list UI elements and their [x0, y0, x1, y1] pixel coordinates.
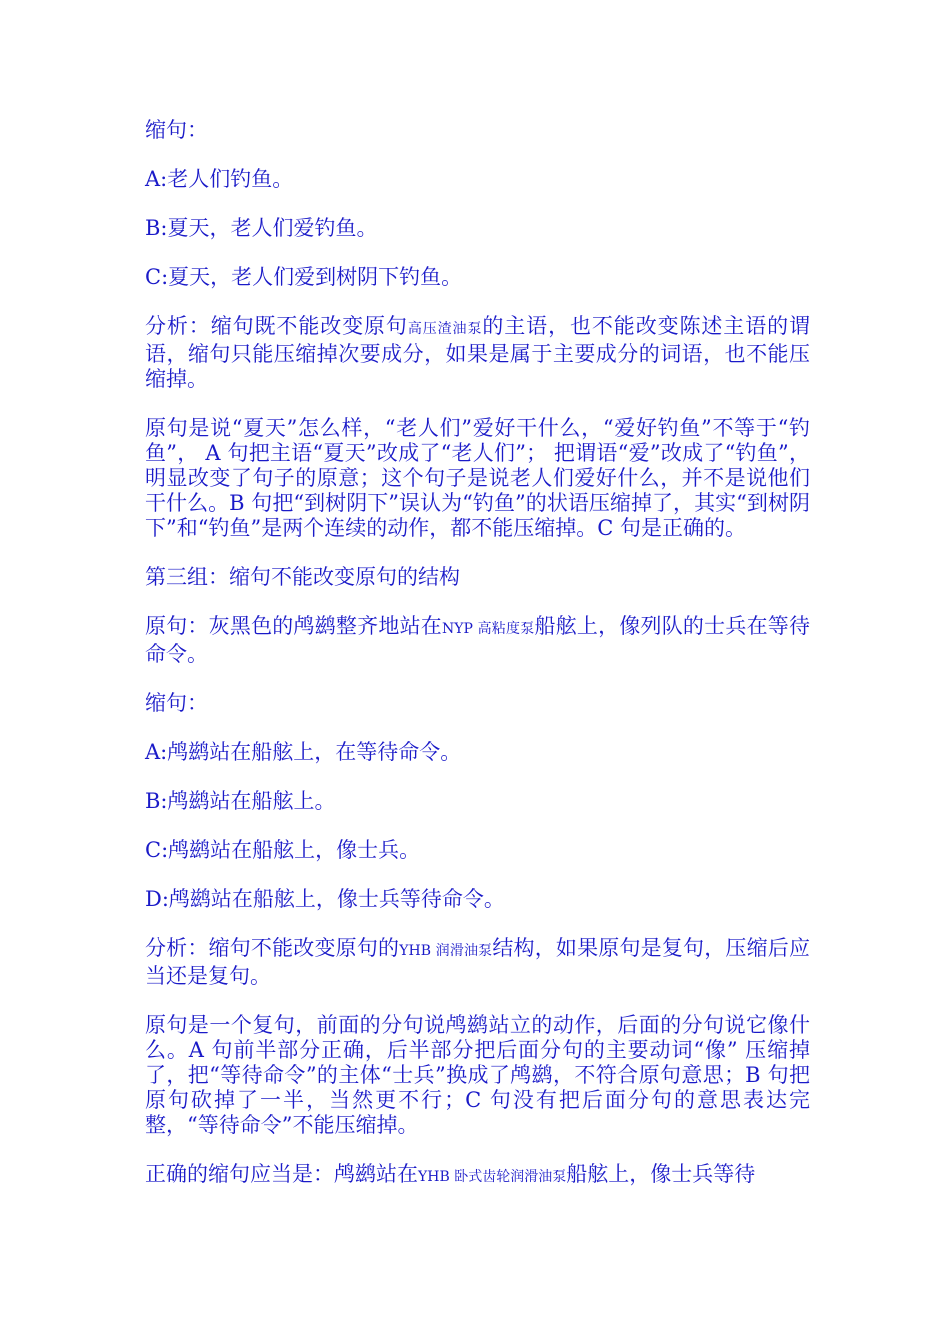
paragraph-explanation-2: 原句是一个复句，前面的分句说鸬鹚站立的动作，后面的分句说它像什么。A 句前半部分正确，后半部分把后面分句的主要动词“像” 压缩掉了，把“等待命令”的主体“士兵”换成了鸬鹚，不符合原句意思；B 句把原句砍掉了一半，当然更不行；C 句没有把后面分句的意思表达完整，“等待命令”不能压缩掉。	[145, 1013, 810, 1137]
paragraph-original-sentence: 原句：灰黑色的鸬鹚整齐地站在NYP 高粘度泵船舷上，像列队的士兵在等待命令。	[145, 614, 811, 666]
paragraph-heading-condensed-2: 缩句：	[145, 691, 208, 715]
paragraph-explanation-1: 原句是说“夏天”怎么样，“老人们”爱好干什么，“爱好钓鱼”不等于“钓鱼”， A 句把主语“夏天”改成了“老人们”； 把谓语“爱”改成了“钓鱼”，明显改变了句子的原意；这个句子是说老人们爱好什么，并不是说他们干什么。B 句把“到树阴下”误认为“钓鱼”的状语压缩掉了，其实“到树阴下”和“钓鱼”是两个连续的动作，都不能压缩掉。C 句是正确的。	[145, 416, 810, 540]
paragraph-correct-answer: 正确的缩句应当是：鸬鹚站在YHB 卧式齿轮润滑油泵船舷上，像士兵等待	[145, 1162, 756, 1186]
paragraph-option-b: B:夏天，老人们爱钓鱼。	[145, 216, 378, 240]
inline-small-text: YHB 润滑油泵	[399, 943, 493, 959]
inline-small-text: NYP 高粘度泵	[442, 621, 535, 637]
paragraph-option-b-2: B:鸬鹚站在船舷上。	[145, 789, 336, 813]
paragraph-analysis-2: 分析：缩句不能改变原句的YHB 润滑油泵结构，如果原句是复句，压缩后应当还是复句。	[145, 936, 810, 988]
paragraph-option-d-2: D:鸬鹚站在船舷上，像士兵等待命令。	[145, 887, 505, 911]
inline-small-text: YHB 卧式齿轮润滑油泵	[418, 1169, 567, 1185]
document-body	[145, 118, 810, 1214]
paragraph-heading-condensed: 缩句：	[145, 118, 208, 142]
paragraph-option-c: C:夏天，老人们爱到树阴下钓鱼。	[145, 265, 463, 289]
paragraph-group-three-heading: 第三组：缩句不能改变原句的结构	[145, 565, 460, 589]
paragraph-option-c-2: C:鸬鹚站在船舷上，像士兵。	[145, 838, 421, 862]
inline-small-text: 高压渣油泵	[407, 321, 483, 337]
paragraph-analysis-1: 分析：缩句既不能改变原句高压渣油泵的主语，也不能改变陈述主语的谓语，缩句只能压缩掉次要成分，如果是属于主要成分的词语，也不能压缩掉。	[145, 314, 811, 391]
paragraph-option-a-2: A:鸬鹚站在船舷上，在等待命令。	[145, 740, 462, 764]
paragraph-option-a: A:老人们钓鱼。	[145, 167, 294, 191]
